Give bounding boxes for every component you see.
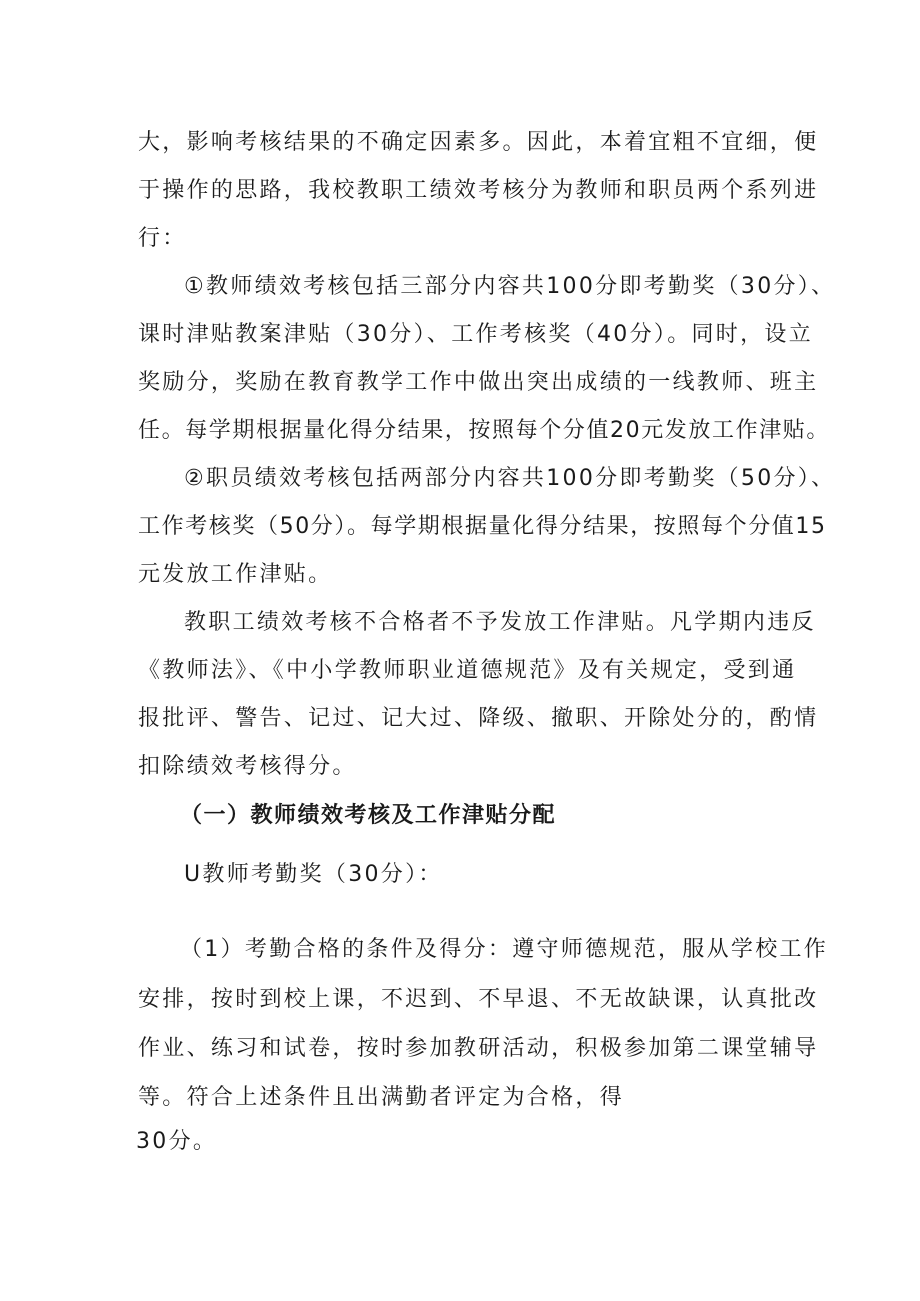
attendance-detail-line-1: （1）考勤合格的条件及得分：遵守师德规范，服从学校工作	[180, 937, 829, 962]
attendance-heading: U教师考勤奖（30分）：	[184, 862, 443, 887]
intro-line-3: 行：	[138, 226, 187, 251]
attendance-detail-line-3: 作业、练习和试卷，按时参加教研活动，积极参加第二课堂辅导	[138, 1036, 819, 1061]
section-heading: （一）教师绩效考核及工作津贴分配	[180, 803, 557, 828]
penalty-line-3: 报批评、警告、记过、记大过、降级、撤职、开除处分的，酌情	[138, 706, 819, 731]
teacher-item-line-1: ①教师绩效考核包括三部分内容共100分即考勤奖（30分）、	[184, 274, 836, 299]
teacher-item-line-3: 奖励分，奖励在教育教学工作中做出突出成绩的一线教师、班主	[138, 370, 819, 395]
staff-item-line-2: 工作考核奖（50分）。每学期根据量化得分结果，按照每个分值15	[138, 514, 827, 539]
penalty-line-4: 扣除绩效考核得分。	[138, 754, 357, 779]
intro-line-1: 大，影响考核结果的不确定因素多。因此，本着宜粗不宜细，便	[138, 130, 819, 155]
penalty-line-1: 教职工绩效考核不合格者不予发放工作津贴。凡学期内违反	[184, 610, 816, 635]
staff-item-line-1: ②职员绩效考核包括两部分内容共100分即考勤奖（50分）、	[184, 466, 836, 491]
staff-item-line-3: 元发放工作津贴。	[138, 562, 333, 587]
attendance-detail-line-2: 安排，按时到校上课，不迟到、不早退、不无故缺课，认真批改	[138, 987, 819, 1012]
attendance-detail-line-4: 等。符合上述条件且出满勤者评定为合格，得	[138, 1085, 625, 1110]
teacher-item-line-4: 任。每学期根据量化得分结果，按照每个分值20元发放工作津贴。	[138, 418, 830, 443]
teacher-item-line-2: 课时津贴教案津贴（30分）、工作考核奖（40分）。同时，设立	[138, 322, 813, 347]
attendance-detail-line-5: 30分。	[136, 1129, 218, 1154]
intro-line-2: 于操作的思路，我校教职工绩效考核分为教师和职员两个系列进	[138, 178, 819, 203]
penalty-line-2: 《教师法》、《中小学教师职业道德规范》及有关规定，受到通	[138, 658, 797, 683]
